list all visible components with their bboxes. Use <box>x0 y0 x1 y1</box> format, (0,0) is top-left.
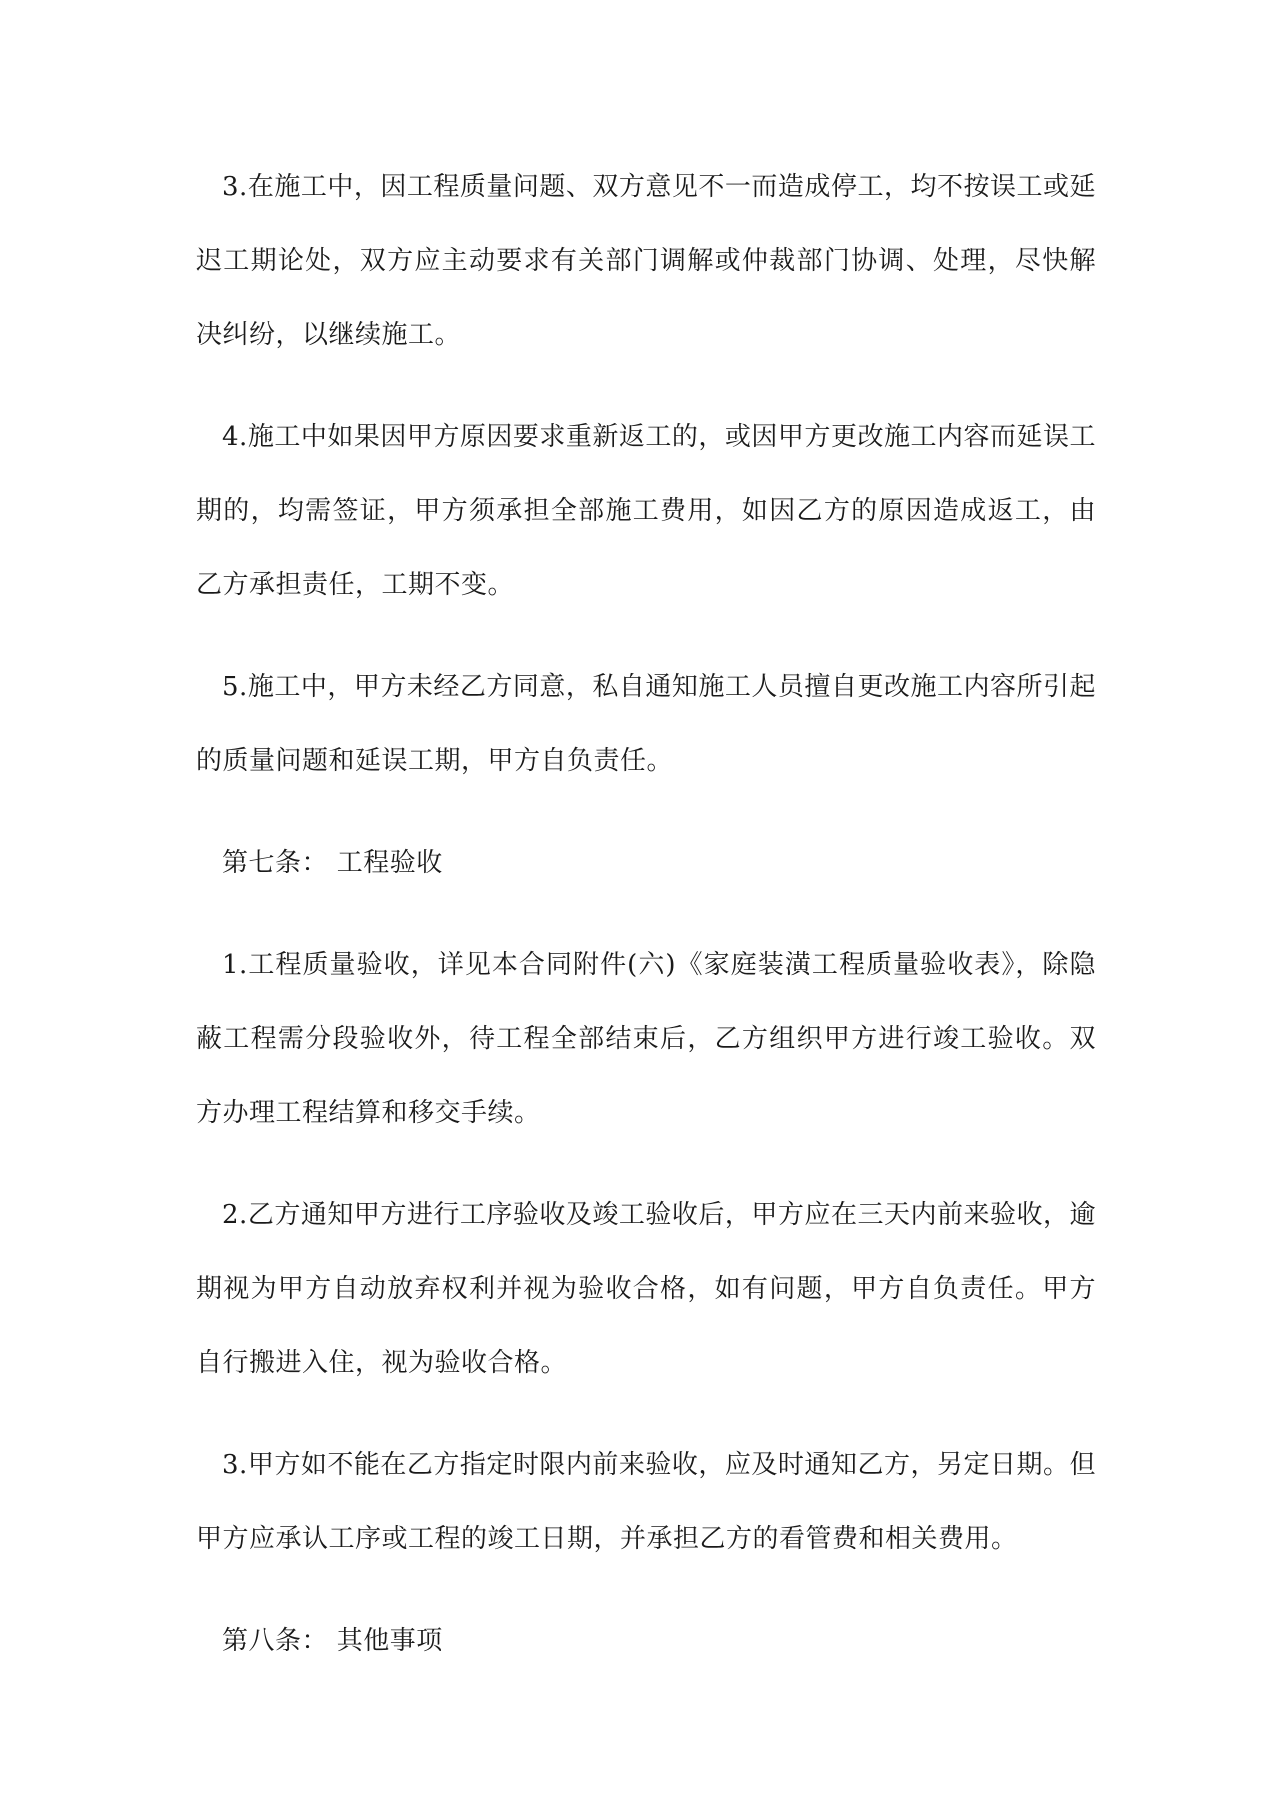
paragraph-gap <box>196 622 1096 650</box>
paragraph-clause-7-3: 3.甲方如不能在乙方指定时限内前来验收，应及时通知乙方，另定日期。但甲方应承认工序或工程的竣工日期，并承担乙方的看管费和相关费用。 <box>196 1450 1096 1554</box>
section-heading-article-8: 第八条： 其他事项 <box>222 1626 443 1656</box>
paragraph-clause-6-4: 4.施工中如果因甲方原因要求重新返工的，或因甲方更改施工内容而延误工期的，均需签证，甲方须承担全部施工费用，如因乙方的原因造成返工，由乙方承担责任，工期不变。 <box>196 422 1096 600</box>
section-heading-article-7: 第七条： 工程验收 <box>222 848 443 878</box>
paragraph-clause-6-3: 3.在施工中，因工程质量问题、双方意见不一而造成停工，均不按误工或延迟工期论处，双方应主动要求有关部门调解或仲裁部门协调、处理，尽快解决纠纷，以继续施工。 <box>196 172 1096 350</box>
paragraph-clause-6-5: 5.施工中，甲方未经乙方同意，私自通知施工人员擅自更改施工内容所引起的质量问题和延误工期，甲方自负责任。 <box>196 672 1096 776</box>
document-body <box>196 150 1096 1678</box>
paragraph-gap <box>196 900 1096 928</box>
paragraph-gap <box>196 372 1096 400</box>
paragraph-clause-7-2: 2.乙方通知甲方进行工序验收及竣工验收后，甲方应在三天内前来验收，逾期视为甲方自动放弃权利并视为验收合格，如有问题，甲方自负责任。甲方自行搬进入住，视为验收合格。 <box>196 1200 1096 1378</box>
paragraph-gap <box>196 1150 1096 1178</box>
paragraph-gap <box>196 1400 1096 1428</box>
paragraph-gap <box>196 798 1096 826</box>
paragraph-clause-7-1: 1.工程质量验收，详见本合同附件(六)《家庭装潢工程质量验收表》，除隐蔽工程需分段验收外，待工程全部结束后，乙方组织甲方进行竣工验收。双方办理工程结算和移交手续。 <box>196 950 1096 1128</box>
paragraph-gap <box>196 1576 1096 1604</box>
